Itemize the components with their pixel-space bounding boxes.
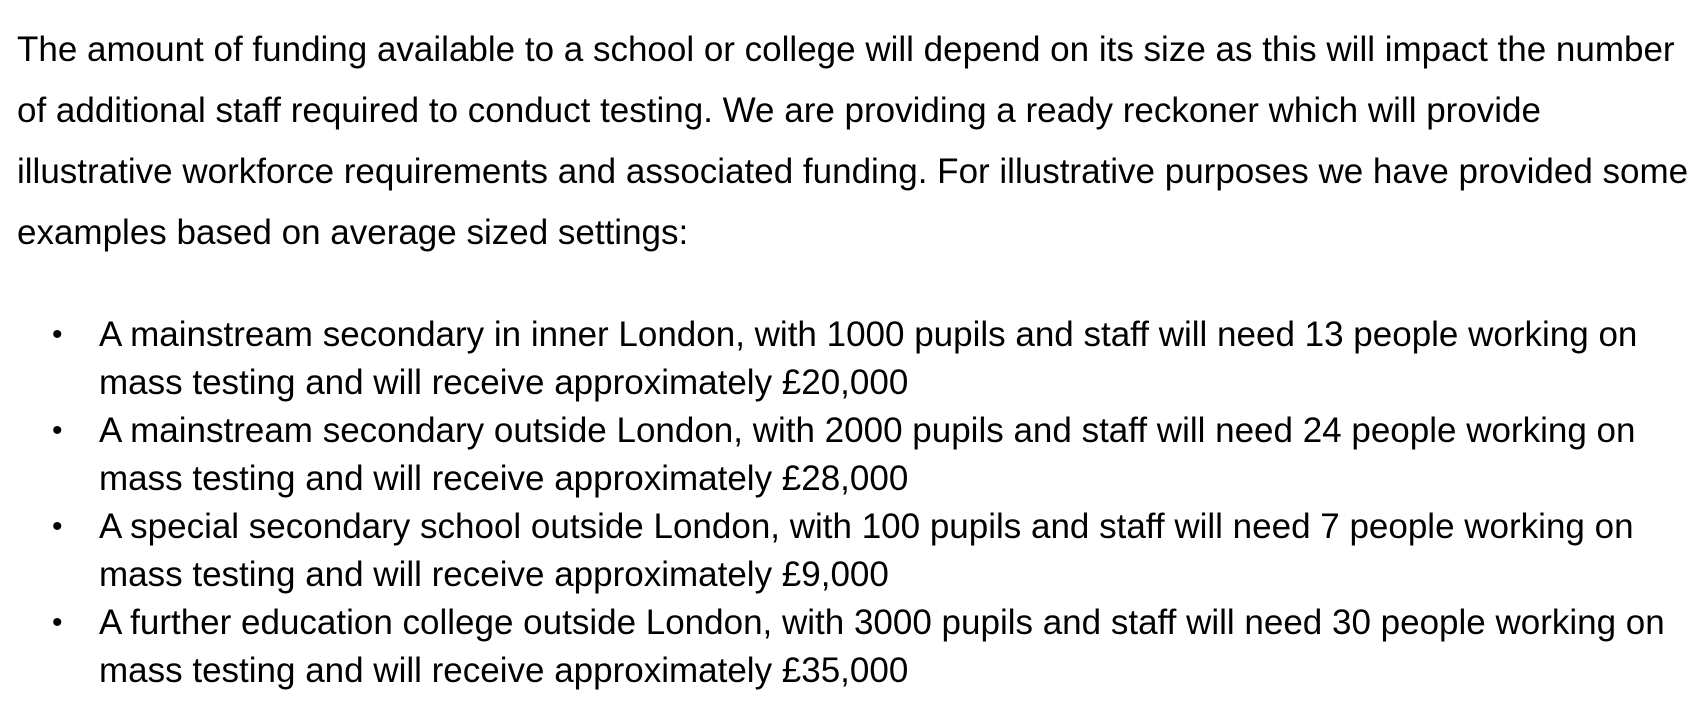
bullet-icon: • — [52, 510, 63, 543]
list-item-text: A mainstream secondary outside London, with 2000 pupils and staff will need 24 people working on mass testing and will receive approximately £28,000 — [99, 411, 1636, 498]
list-item-text: A special secondary school outside London, with 100 pupils and staff will need 7 people working on mass testing and will receive approximately £9,000 — [99, 507, 1634, 594]
bullet-icon: • — [52, 606, 63, 639]
list-item — [17, 311, 1697, 407]
list-item — [17, 503, 1697, 599]
list-item — [17, 407, 1697, 503]
list-item-text: A mainstream secondary in inner London, with 1000 pupils and staff will need 13 people working on mass testing and will receive approximately £20,000 — [99, 315, 1638, 402]
intro-paragraph: The amount of funding available to a school or college will depend on its size as this will impact the number of additional staff required to conduct testing. We are providing a ready reckoner which will provide illustrative workforce requirements and associated funding. For illustrative purposes we have provided some examples based on average sized settings: — [17, 30, 1689, 252]
bullet-icon: • — [52, 318, 63, 351]
bullet-icon: • — [52, 414, 63, 447]
list-item — [17, 599, 1697, 695]
document-body — [17, 19, 1697, 690]
list-item-text: A further education college outside London, with 3000 pupils and staff will need 30 people working on mass testing and will receive approximately £35,000 — [99, 603, 1665, 690]
examples-list — [17, 311, 1697, 695]
